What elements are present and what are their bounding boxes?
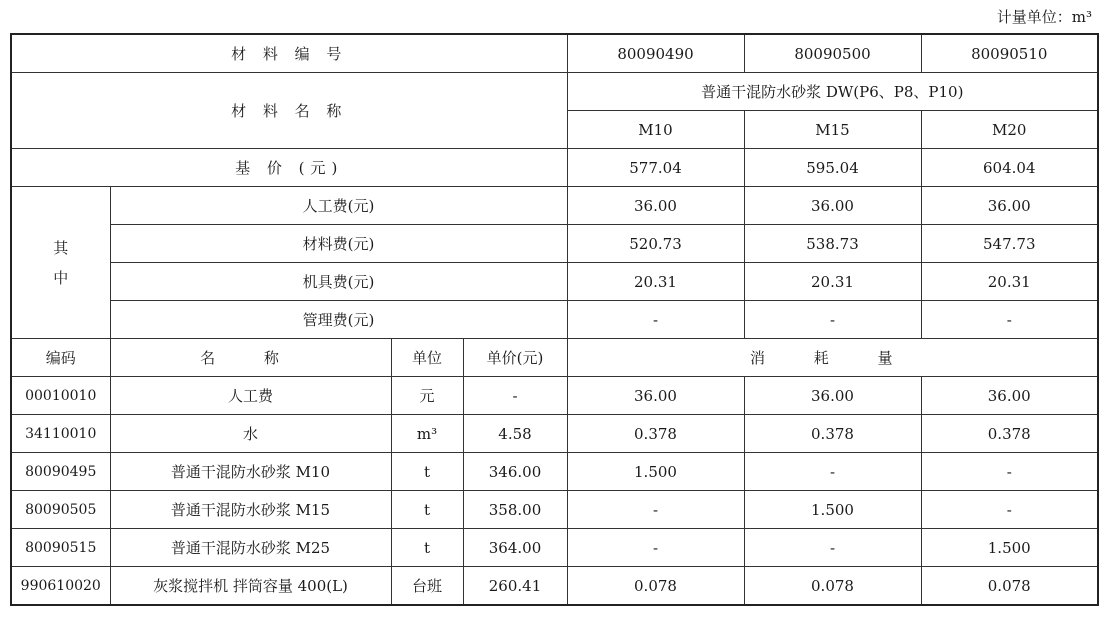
breakdown-label: 管理费(元) — [110, 301, 567, 339]
breakdown-row — [11, 301, 1098, 339]
column-header-code: 编码 — [11, 339, 110, 377]
item-unit-price: 260.41 — [463, 567, 567, 606]
breakdown-value: 547.73 — [921, 225, 1098, 263]
item-consumption: 1.500 — [567, 453, 744, 491]
group-label-top: 其 — [53, 238, 69, 257]
breakdown-value: 520.73 — [567, 225, 744, 263]
item-consumption: 1.500 — [921, 529, 1098, 567]
item-code: 80090505 — [11, 491, 110, 529]
breakdown-label: 人工费(元) — [110, 187, 567, 225]
item-consumption: 0.378 — [921, 415, 1098, 453]
item-unit: 台班 — [391, 567, 463, 606]
item-name: 普通干混防水砂浆 M15 — [110, 491, 391, 529]
base-price-cell: 604.04 — [921, 149, 1098, 187]
breakdown-value: 538.73 — [744, 225, 921, 263]
grade-cell: M10 — [567, 111, 744, 149]
item-unit-price: - — [463, 377, 567, 415]
item-consumption: 36.00 — [567, 377, 744, 415]
item-code: 80090495 — [11, 453, 110, 491]
item-consumption: - — [744, 453, 921, 491]
base-price-label: 基 价 (元) — [11, 149, 567, 187]
item-consumption: 0.078 — [744, 567, 921, 606]
table-row — [11, 377, 1098, 415]
material-name-row — [11, 73, 1098, 111]
material-code-label: 材 料 编 号 — [11, 34, 567, 73]
breakdown-value: 36.00 — [744, 187, 921, 225]
column-header-unit: 单位 — [391, 339, 463, 377]
breakdown-value: 20.31 — [567, 263, 744, 301]
item-consumption: - — [567, 529, 744, 567]
column-header-name: 名 称 — [110, 339, 391, 377]
breakdown-label: 材料费(元) — [110, 225, 567, 263]
item-unit-price: 4.58 — [463, 415, 567, 453]
breakdown-value: 20.31 — [921, 263, 1098, 301]
item-unit: t — [391, 453, 463, 491]
item-name: 普通干混防水砂浆 M25 — [110, 529, 391, 567]
base-price-cell: 595.04 — [744, 149, 921, 187]
base-price-cell: 577.04 — [567, 149, 744, 187]
quota-table — [10, 33, 1099, 606]
item-code: 80090515 — [11, 529, 110, 567]
breakdown-value: - — [567, 301, 744, 339]
breakdown-value: 36.00 — [921, 187, 1098, 225]
material-code-cell: 80090500 — [744, 34, 921, 73]
column-header-row — [11, 339, 1098, 377]
item-unit-price: 364.00 — [463, 529, 567, 567]
breakdown-row — [11, 263, 1098, 301]
table-row — [11, 567, 1098, 606]
table-row — [11, 415, 1098, 453]
unit-note: 计量单位：m³ — [996, 8, 1092, 26]
item-unit: m³ — [391, 415, 463, 453]
breakdown-value: 20.31 — [744, 263, 921, 301]
table-row — [11, 491, 1098, 529]
item-consumption: 36.00 — [744, 377, 921, 415]
product-name: 普通干混防水砂浆 DW(P6、P8、P10) — [567, 73, 1098, 111]
item-unit: t — [391, 529, 463, 567]
material-name-label: 材 料 名 称 — [11, 73, 567, 149]
item-consumption: 0.378 — [567, 415, 744, 453]
breakdown-value: 36.00 — [567, 187, 744, 225]
material-code-cell: 80090510 — [921, 34, 1098, 73]
item-consumption: 36.00 — [921, 377, 1098, 415]
item-consumption: 0.378 — [744, 415, 921, 453]
group-label-bottom: 中 — [53, 268, 69, 287]
column-header-unit-price: 单价(元) — [463, 339, 567, 377]
breakdown-value: - — [921, 301, 1098, 339]
item-consumption: 0.078 — [567, 567, 744, 606]
item-name: 普通干混防水砂浆 M10 — [110, 453, 391, 491]
item-name: 人工费 — [110, 377, 391, 415]
table-row — [11, 529, 1098, 567]
item-consumption: 1.500 — [744, 491, 921, 529]
grade-cell: M15 — [744, 111, 921, 149]
item-name: 水 — [110, 415, 391, 453]
item-consumption: 0.078 — [921, 567, 1098, 606]
item-consumption: - — [921, 453, 1098, 491]
item-consumption: - — [921, 491, 1098, 529]
item-code: 34110010 — [11, 415, 110, 453]
material-code-cell: 80090490 — [567, 34, 744, 73]
table-row — [11, 453, 1098, 491]
base-price-row — [11, 149, 1098, 187]
item-unit-price: 358.00 — [463, 491, 567, 529]
item-unit: 元 — [391, 377, 463, 415]
grade-cell: M20 — [921, 111, 1098, 149]
item-consumption: - — [744, 529, 921, 567]
breakdown-group-label — [11, 187, 110, 339]
item-consumption: - — [567, 491, 744, 529]
item-code: 00010010 — [11, 377, 110, 415]
breakdown-row — [11, 225, 1098, 263]
item-unit: t — [391, 491, 463, 529]
item-unit-price: 346.00 — [463, 453, 567, 491]
breakdown-value: - — [744, 301, 921, 339]
breakdown-label: 机具费(元) — [110, 263, 567, 301]
breakdown-row — [11, 187, 1098, 225]
item-code: 990610020 — [11, 567, 110, 606]
material-code-row — [11, 34, 1098, 73]
item-name: 灰浆搅拌机 拌筒容量 400(L) — [110, 567, 391, 606]
column-header-consumption: 消 耗 量 — [567, 339, 1098, 377]
